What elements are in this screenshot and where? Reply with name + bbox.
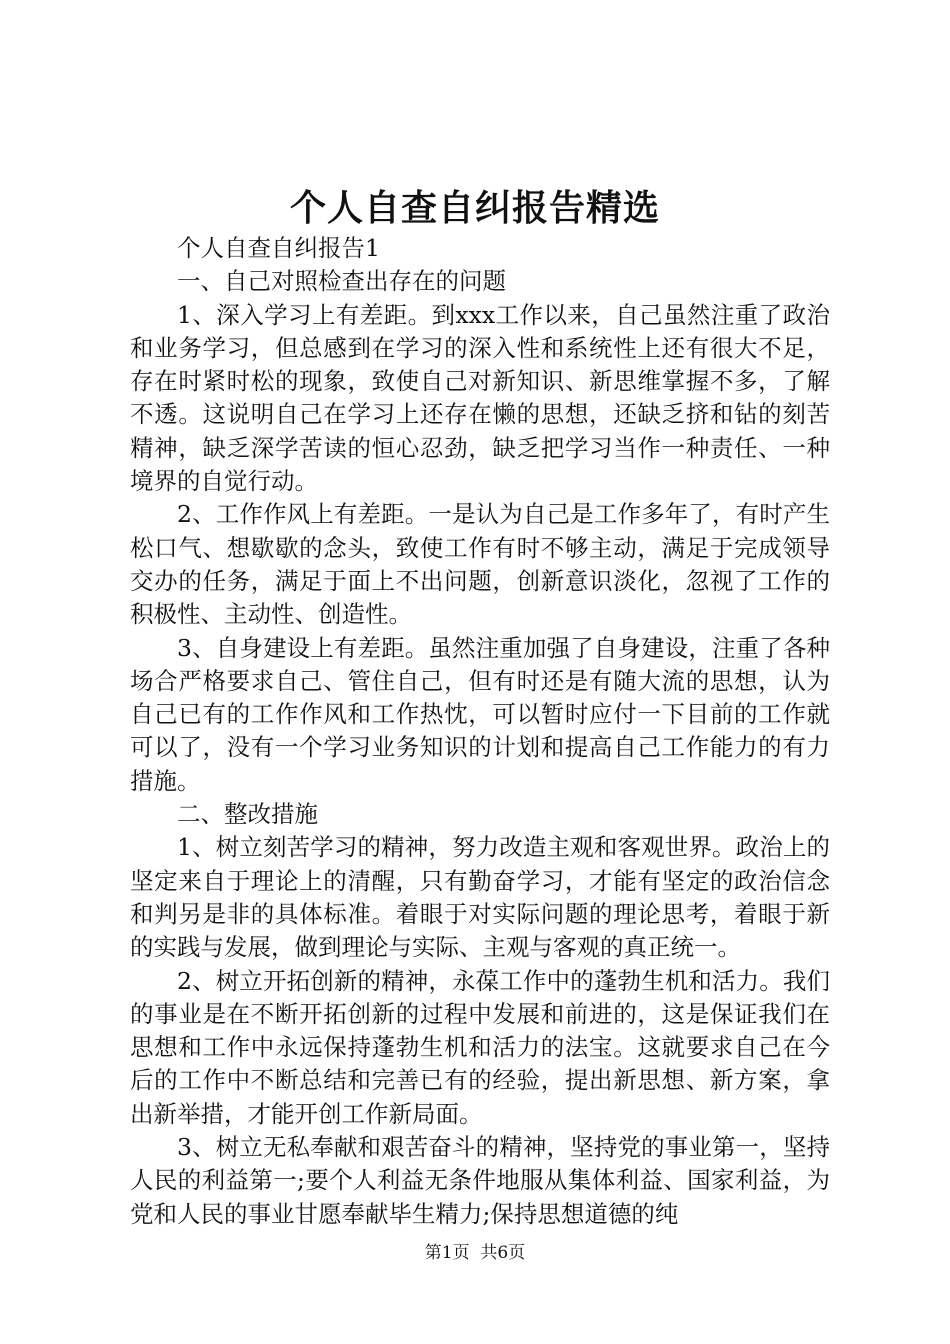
section-heading: 个人自查自纠报告1 xyxy=(177,234,380,262)
page-number: 第1页 xyxy=(424,1243,470,1263)
page-total: 共6页 xyxy=(480,1243,526,1263)
section-heading: 一、自己对照检查出存在的问题 xyxy=(177,267,506,296)
body-paragraph: 1、树立刻苦学习的精神，努力改造主观和客观世界。政治上的坚定来自于理论上的清醒，只有勤奋学习，才能有坚定的政治信念和判另是非的具体标准。着眼于对实际问题的理论思考，着眼于新的实践与发展，做到理论与实际、主观与客观的真正统一。 xyxy=(130,833,830,962)
body-paragraph: 3、树立无私奉献和艰苦奋斗的精神，坚持党的事业第一，坚持人民的利益第一;要个人利益无条件地服从集体利益、国家利益，为党和人民的事业甘愿奉献毕生精力;保持思想道德的纯 xyxy=(130,1133,830,1228)
section-heading: 二、整改措施 xyxy=(177,800,318,829)
body-paragraph: 3、自身建设上有差距。虽然注重加强了自身建设，注重了各种场合严格要求自己、管住自己，但有时还是有随大流的思想，认为自己已有的工作作风和工作热忱，可以暂时应付一下目前的工作就可以了，没有一个学习业务知识的计划和提高自己工作能力的有力措施。 xyxy=(130,633,830,795)
body-paragraph: 2、工作作风上有差距。一是认为自己是工作多年了，有时产生松口气、想歇歇的念头，致使工作有时不够主动，满足于完成领导交办的任务，满足于面上不出问题，创新意识淡化，忽视了工作的积极性、主动性、创造性。 xyxy=(130,500,830,629)
document-body xyxy=(130,232,830,1231)
page-footer xyxy=(0,1241,950,1265)
document-title: 个人自查自纠报告精选 xyxy=(289,187,660,229)
body-paragraph: 2、树立开拓创新的精神，永葆工作中的蓬勃生机和活力。我们的事业是在不断开拓创新的过程中发展和前进的，这是保证我们在思想和工作中永远保持蓬勃生机和活力的法宝。这就要求自己在今后的工作中不断总结和完善已有的经验，提出新思想、新方案，拿出新举措，才能开创工作新局面。 xyxy=(130,966,830,1128)
body-paragraph: 1、深入学习上有差距。到xxx工作以来，自己虽然注重了政治和业务学习，但总感到在学习的深入性和系统性上还有很大不足，存在时紧时松的现象，致使自己对新知识、新思维掌握不多，了解不透。这说明自己在学习上还存在懒的思想，还缺乏挤和钻的刻苦精神，缺乏深学苦读的恒心忍劲，缺乏把学习当作一种责任、一种境界的自觉行动。 xyxy=(130,300,830,496)
